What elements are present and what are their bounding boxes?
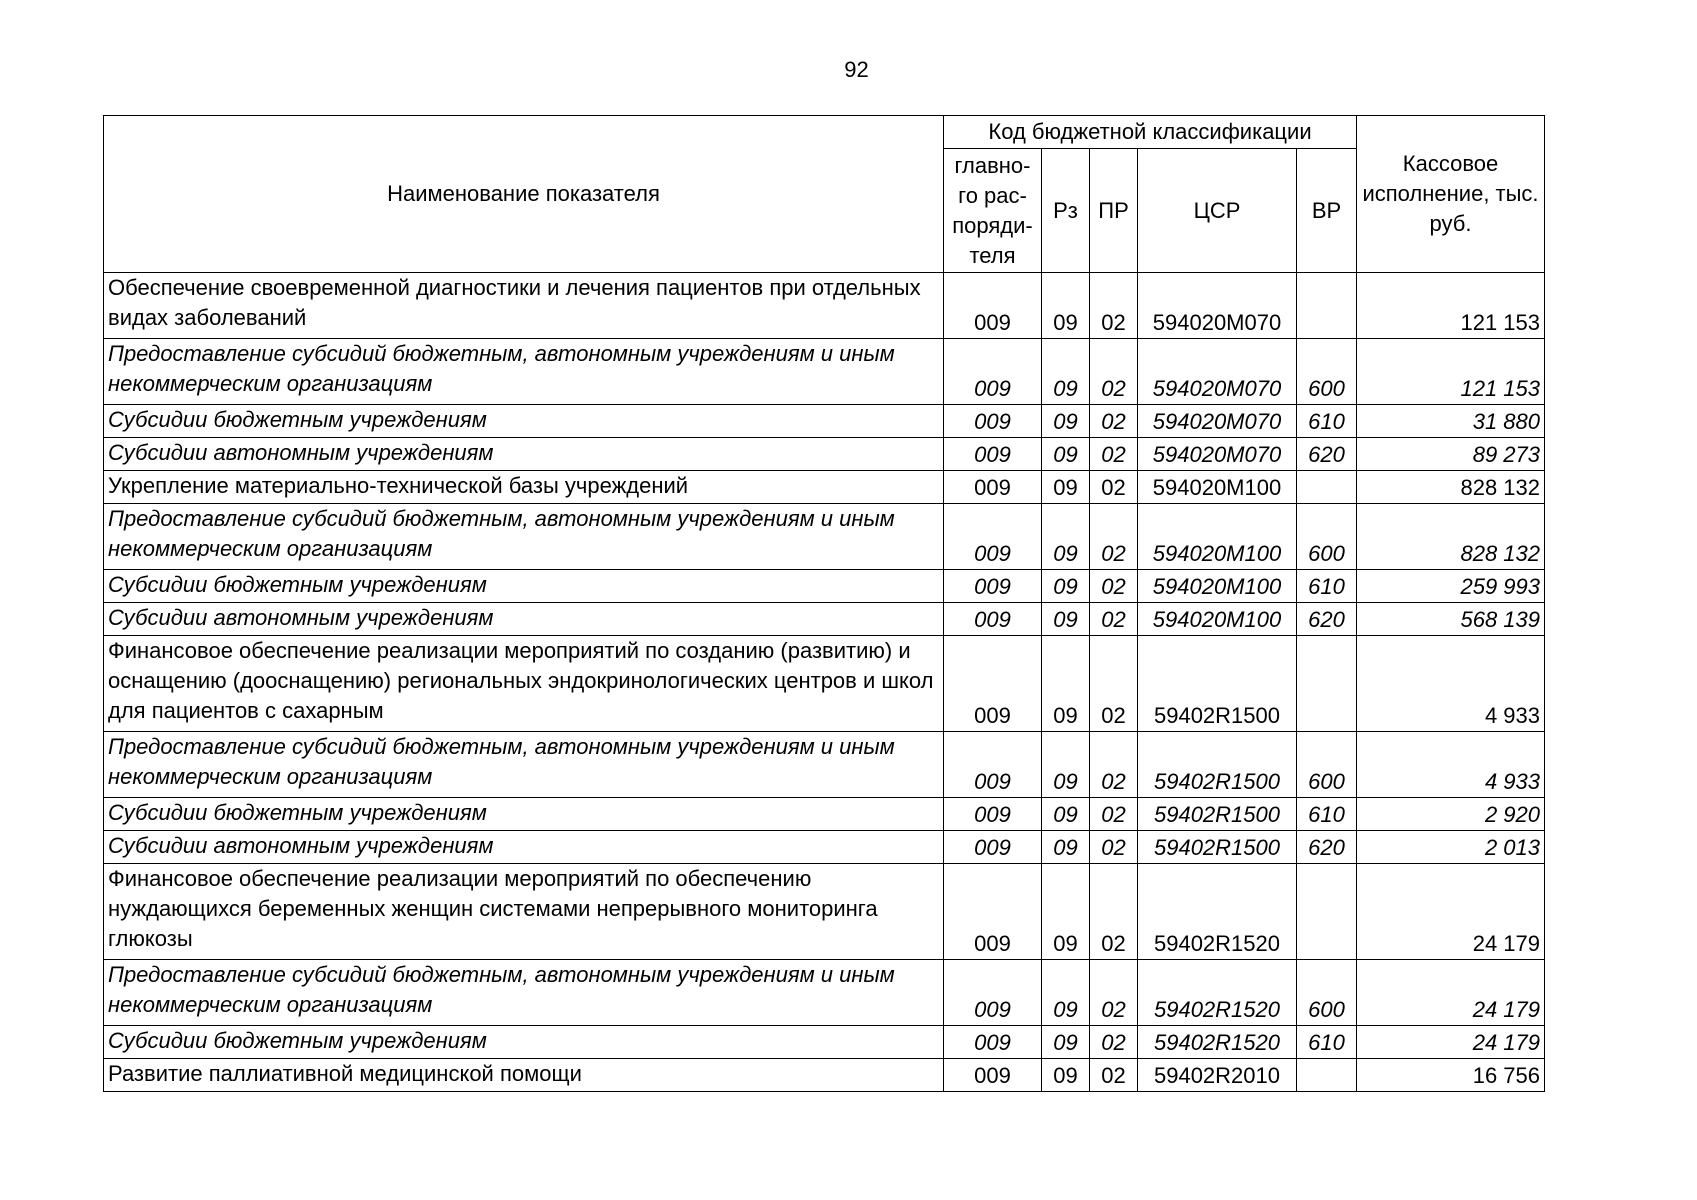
row-pr-code: 02 (1090, 570, 1138, 603)
row-csr-code: 59402R2010 (1138, 1059, 1297, 1092)
row-rz-code: 09 (1042, 831, 1090, 864)
row-name: Финансовое обеспечение реализации мероприятий по созданию (развитию) и оснащению (дооснащению) региональных эндокринологических центров и школ для пациентов с сахарным (104, 636, 944, 732)
row-pr-code: 02 (1090, 1026, 1138, 1059)
row-name: Субсидии автономным учреждениям (104, 831, 944, 864)
row-admin-code: 009 (944, 636, 1042, 732)
row-name: Обеспечение своевременной диагностики и лечения пациентов при отдельных видах заболеваний (104, 273, 944, 339)
table-row (104, 864, 1545, 960)
row-name: Развитие паллиативной медицинской помощи (104, 1059, 944, 1092)
row-csr-code: 594020М100 (1138, 570, 1297, 603)
row-vr-code: 600 (1297, 960, 1357, 1026)
header-pr: ПР (1090, 149, 1138, 273)
row-csr-code: 594020М070 (1138, 339, 1297, 405)
row-amount: 4 933 (1357, 732, 1545, 798)
row-admin-code: 009 (944, 273, 1042, 339)
row-admin-code: 009 (944, 405, 1042, 438)
row-rz-code: 09 (1042, 471, 1090, 504)
row-name: Финансовое обеспечение реализации мероприятий по обеспечению нуждающихся беременных женщин системами непрерывного мониторинга глюкозы (104, 864, 944, 960)
row-pr-code: 02 (1090, 864, 1138, 960)
row-vr-code: 600 (1297, 504, 1357, 570)
row-rz-code: 09 (1042, 636, 1090, 732)
row-pr-code: 02 (1090, 798, 1138, 831)
header-code-group: Код бюджетной классификации (944, 116, 1357, 149)
row-csr-code: 594020М070 (1138, 273, 1297, 339)
row-pr-code: 02 (1090, 471, 1138, 504)
row-csr-code: 59402R1520 (1138, 960, 1297, 1026)
row-pr-code: 02 (1090, 405, 1138, 438)
row-rz-code: 09 (1042, 1026, 1090, 1059)
row-rz-code: 09 (1042, 273, 1090, 339)
row-vr-code: 620 (1297, 603, 1357, 636)
row-vr-code: 610 (1297, 570, 1357, 603)
row-csr-code: 59402R1520 (1138, 864, 1297, 960)
row-pr-code: 02 (1090, 960, 1138, 1026)
row-admin-code: 009 (944, 603, 1042, 636)
table-row (104, 1059, 1545, 1092)
row-amount: 89 273 (1357, 438, 1545, 471)
row-admin-code: 009 (944, 1059, 1042, 1092)
row-vr-code (1297, 864, 1357, 960)
row-rz-code: 09 (1042, 960, 1090, 1026)
table-row (104, 636, 1545, 732)
row-amount: 568 139 (1357, 603, 1545, 636)
row-name: Укрепление материально-технической базы учреждений (104, 471, 944, 504)
row-pr-code: 02 (1090, 603, 1138, 636)
row-amount: 4 933 (1357, 636, 1545, 732)
row-vr-code (1297, 636, 1357, 732)
row-vr-code (1297, 471, 1357, 504)
row-admin-code: 009 (944, 864, 1042, 960)
row-rz-code: 09 (1042, 798, 1090, 831)
row-amount: 24 179 (1357, 864, 1545, 960)
row-rz-code: 09 (1042, 339, 1090, 405)
budget-table (103, 115, 1545, 1092)
row-admin-code: 009 (944, 831, 1042, 864)
row-amount: 259 993 (1357, 570, 1545, 603)
row-admin-code: 009 (944, 960, 1042, 1026)
table-row (104, 603, 1545, 636)
row-csr-code: 59402R1500 (1138, 831, 1297, 864)
row-amount: 24 179 (1357, 1026, 1545, 1059)
page-number: 92 (844, 57, 869, 82)
table-row (104, 339, 1545, 405)
row-admin-code: 009 (944, 732, 1042, 798)
row-name: Предоставление субсидий бюджетным, автономным учреждениям и иным некоммерческим организациям (104, 339, 944, 405)
row-pr-code: 02 (1090, 273, 1138, 339)
row-pr-code: 02 (1090, 1059, 1138, 1092)
row-rz-code: 09 (1042, 438, 1090, 471)
table-row (104, 438, 1545, 471)
table-row (104, 405, 1545, 438)
header-admin: главно- го рас- поряди- теля (944, 149, 1042, 273)
row-vr-code: 620 (1297, 438, 1357, 471)
row-pr-code: 02 (1090, 831, 1138, 864)
table-row (104, 960, 1545, 1026)
row-rz-code: 09 (1042, 504, 1090, 570)
row-rz-code: 09 (1042, 1059, 1090, 1092)
row-amount: 24 179 (1357, 960, 1545, 1026)
row-csr-code: 59402R1500 (1138, 732, 1297, 798)
header-vr: ВР (1297, 149, 1357, 273)
row-csr-code: 59402R1520 (1138, 1026, 1297, 1059)
row-admin-code: 009 (944, 339, 1042, 405)
row-rz-code: 09 (1042, 570, 1090, 603)
table-row (104, 570, 1545, 603)
row-csr-code: 594020М100 (1138, 504, 1297, 570)
row-pr-code: 02 (1090, 504, 1138, 570)
row-rz-code: 09 (1042, 603, 1090, 636)
row-vr-code: 610 (1297, 798, 1357, 831)
row-pr-code: 02 (1090, 636, 1138, 732)
row-csr-code: 594020М100 (1138, 603, 1297, 636)
row-csr-code: 59402R1500 (1138, 798, 1297, 831)
table-header (104, 116, 1545, 273)
row-vr-code (1297, 1059, 1357, 1092)
row-name: Предоставление субсидий бюджетным, автономным учреждениям и иным некоммерческим организациям (104, 504, 944, 570)
row-admin-code: 009 (944, 570, 1042, 603)
table-row (104, 798, 1545, 831)
header-name: Наименование показателя (104, 116, 944, 273)
row-csr-code: 594020М070 (1138, 405, 1297, 438)
table-body (104, 273, 1545, 1092)
row-rz-code: 09 (1042, 732, 1090, 798)
table-row (104, 273, 1545, 339)
row-csr-code: 594020М070 (1138, 438, 1297, 471)
row-name: Субсидии бюджетным учреждениям (104, 1026, 944, 1059)
row-csr-code: 59402R1500 (1138, 636, 1297, 732)
table-row (104, 831, 1545, 864)
row-admin-code: 009 (944, 504, 1042, 570)
row-vr-code: 600 (1297, 732, 1357, 798)
row-admin-code: 009 (944, 438, 1042, 471)
row-amount: 121 153 (1357, 339, 1545, 405)
row-pr-code: 02 (1090, 438, 1138, 471)
row-vr-code (1297, 273, 1357, 339)
header-csr: ЦСР (1138, 149, 1297, 273)
row-amount: 828 132 (1357, 504, 1545, 570)
row-name: Предоставление субсидий бюджетным, автономным учреждениям и иным некоммерческим организациям (104, 732, 944, 798)
row-csr-code: 594020М100 (1138, 471, 1297, 504)
table-row (104, 1026, 1545, 1059)
table-row (104, 471, 1545, 504)
row-name: Субсидии бюджетным учреждениям (104, 405, 944, 438)
header-cash-execution: Кассовое исполнение, тыс. руб. (1357, 116, 1545, 273)
row-admin-code: 009 (944, 471, 1042, 504)
header-rz: Рз (1042, 149, 1090, 273)
row-amount: 828 132 (1357, 471, 1545, 504)
row-amount: 2 013 (1357, 831, 1545, 864)
row-pr-code: 02 (1090, 339, 1138, 405)
row-vr-code: 620 (1297, 831, 1357, 864)
row-name: Предоставление субсидий бюджетным, автономным учреждениям и иным некоммерческим организациям (104, 960, 944, 1026)
row-vr-code: 610 (1297, 405, 1357, 438)
row-rz-code: 09 (1042, 405, 1090, 438)
row-admin-code: 009 (944, 1026, 1042, 1059)
row-amount: 2 920 (1357, 798, 1545, 831)
row-name: Субсидии автономным учреждениям (104, 438, 944, 471)
row-amount: 16 756 (1357, 1059, 1545, 1092)
table-row (104, 504, 1545, 570)
row-name: Субсидии бюджетным учреждениям (104, 570, 944, 603)
row-name: Субсидии бюджетным учреждениям (104, 798, 944, 831)
row-amount: 121 153 (1357, 273, 1545, 339)
row-name: Субсидии автономным учреждениям (104, 603, 944, 636)
row-vr-code: 610 (1297, 1026, 1357, 1059)
row-rz-code: 09 (1042, 864, 1090, 960)
row-admin-code: 009 (944, 798, 1042, 831)
table-row (104, 732, 1545, 798)
row-amount: 31 880 (1357, 405, 1545, 438)
row-pr-code: 02 (1090, 732, 1138, 798)
row-vr-code: 600 (1297, 339, 1357, 405)
